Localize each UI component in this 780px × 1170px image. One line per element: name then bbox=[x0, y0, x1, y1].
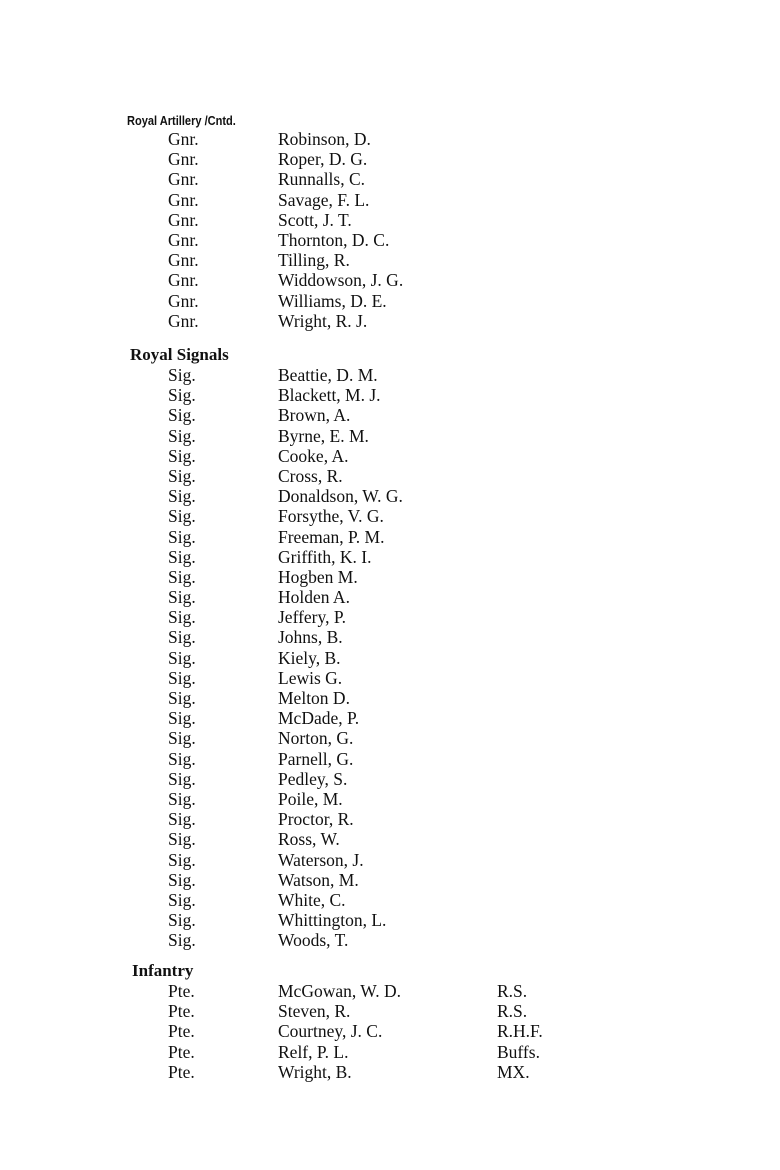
rank-label: Sig. bbox=[168, 445, 196, 466]
person-name: Wright, R. J. bbox=[278, 310, 368, 331]
section-heading-royal-signals: Royal Signals bbox=[130, 345, 229, 364]
person-name: Roper, D. G. bbox=[278, 149, 368, 170]
person-name: Runnalls, C. bbox=[278, 169, 366, 190]
rank-label: Gnr. bbox=[168, 189, 199, 210]
unit-label: R.S. bbox=[497, 1001, 528, 1022]
list-item bbox=[0, 728, 780, 748]
list-item bbox=[0, 385, 780, 405]
list-item bbox=[0, 527, 780, 547]
person-name: Savage, F. L. bbox=[278, 189, 370, 210]
list-item bbox=[0, 688, 780, 708]
list-item bbox=[0, 567, 780, 587]
rank-label: Sig. bbox=[168, 607, 196, 628]
person-name: Donaldson, W. G. bbox=[278, 486, 403, 507]
rank-label: Gnr. bbox=[168, 270, 199, 291]
rank-label: Pte. bbox=[168, 1021, 195, 1042]
signals-list bbox=[0, 365, 780, 950]
rank-label: Pte. bbox=[168, 1041, 195, 1062]
person-name: Widdowson, J. G. bbox=[278, 270, 404, 291]
list-item bbox=[0, 1062, 780, 1082]
rank-label: Sig. bbox=[168, 728, 196, 749]
rank-label: Sig. bbox=[168, 425, 196, 446]
list-item bbox=[0, 547, 780, 567]
person-name: Holden A. bbox=[278, 587, 350, 608]
list-item bbox=[0, 627, 780, 647]
person-name: Relf, P. L. bbox=[278, 1041, 349, 1062]
rank-label: Sig. bbox=[168, 708, 196, 729]
person-name: Jeffery, P. bbox=[278, 607, 347, 628]
rank-label: Sig. bbox=[168, 526, 196, 547]
list-item bbox=[0, 910, 780, 930]
rank-label: Sig. bbox=[168, 910, 196, 931]
rank-label: Gnr. bbox=[168, 149, 199, 170]
rank-label: Sig. bbox=[168, 405, 196, 426]
person-name: McGowan, W. D. bbox=[278, 981, 401, 1001]
list-item bbox=[0, 850, 780, 870]
list-item bbox=[0, 466, 780, 486]
list-item bbox=[0, 829, 780, 849]
list-item bbox=[0, 789, 780, 809]
rank-label: Pte. bbox=[168, 1001, 195, 1022]
list-item bbox=[0, 190, 780, 210]
unit-label: MX. bbox=[497, 1061, 530, 1082]
rank-label: Sig. bbox=[168, 809, 196, 830]
rank-label: Gnr. bbox=[168, 229, 199, 250]
list-item bbox=[0, 486, 780, 506]
list-item bbox=[0, 169, 780, 189]
list-item bbox=[0, 930, 780, 950]
person-name: Scott, J. T. bbox=[278, 209, 352, 230]
rank-label: Sig. bbox=[168, 889, 196, 910]
rank-label: Sig. bbox=[168, 385, 196, 406]
list-item bbox=[0, 981, 780, 1001]
rank-label: Gnr. bbox=[168, 250, 199, 271]
artillery-list bbox=[0, 129, 780, 331]
rank-label: Sig. bbox=[168, 748, 196, 769]
section-heading-royal-artillery: Royal Artillery /Cntd. bbox=[127, 113, 236, 128]
person-name: Byrne, E. M. bbox=[278, 425, 369, 446]
person-name: Courtney, J. C. bbox=[278, 1021, 383, 1042]
person-name: Griffith, K. I. bbox=[278, 546, 372, 567]
rank-label: Sig. bbox=[168, 566, 196, 587]
list-item bbox=[0, 648, 780, 668]
list-item bbox=[0, 129, 780, 149]
rank-label: Sig. bbox=[168, 829, 196, 850]
list-item bbox=[0, 890, 780, 910]
infantry-list bbox=[0, 981, 780, 1082]
list-item bbox=[0, 1021, 780, 1041]
list-item bbox=[0, 250, 780, 270]
unit-label: R.S. bbox=[497, 981, 528, 1001]
person-name: Watson, M. bbox=[278, 869, 359, 890]
rank-label: Gnr. bbox=[168, 209, 199, 230]
list-item bbox=[0, 708, 780, 728]
rank-label: Gnr. bbox=[168, 310, 199, 331]
person-name: McDade, P. bbox=[278, 708, 360, 729]
person-name: Wright, B. bbox=[278, 1061, 352, 1082]
person-name: Melton D. bbox=[278, 688, 350, 708]
person-name: Ross, W. bbox=[278, 829, 340, 850]
rank-label: Pte. bbox=[168, 1061, 195, 1082]
unit-label: R.H.F. bbox=[497, 1021, 543, 1042]
person-name: Tilling, R. bbox=[278, 250, 350, 271]
rank-label: Sig. bbox=[168, 788, 196, 809]
rank-label: Sig. bbox=[168, 930, 196, 951]
section-heading-infantry: Infantry bbox=[132, 961, 194, 980]
list-item bbox=[0, 587, 780, 607]
person-name: White, C. bbox=[278, 889, 346, 910]
rank-label: Sig. bbox=[168, 667, 196, 688]
rank-label: Sig. bbox=[168, 465, 196, 486]
person-name: Norton, G. bbox=[278, 728, 354, 749]
person-name: Poile, M. bbox=[278, 788, 343, 809]
person-name: Williams, D. E. bbox=[278, 290, 387, 311]
rank-label: Sig. bbox=[168, 688, 196, 708]
rank-label: Sig. bbox=[168, 587, 196, 608]
person-name: Brown, A. bbox=[278, 405, 351, 426]
rank-label: Sig. bbox=[168, 506, 196, 527]
rank-label: Sig. bbox=[168, 869, 196, 890]
rank-label: Sig. bbox=[168, 647, 196, 668]
person-name: Lewis G. bbox=[278, 667, 343, 688]
person-name: Woods, T. bbox=[278, 930, 349, 951]
person-name: Robinson, D. bbox=[278, 129, 371, 149]
rank-label: Gnr. bbox=[168, 129, 199, 149]
person-name: Proctor, R. bbox=[278, 809, 354, 830]
list-item bbox=[0, 210, 780, 230]
list-item bbox=[0, 1042, 780, 1062]
person-name: Steven, R. bbox=[278, 1001, 351, 1022]
person-name: Whittington, L. bbox=[278, 910, 387, 931]
rank-label: Sig. bbox=[168, 627, 196, 648]
person-name: Blackett, M. J. bbox=[278, 385, 381, 406]
person-name: Cooke, A. bbox=[278, 445, 349, 466]
rank-label: Sig. bbox=[168, 365, 196, 385]
person-name: Forsythe, V. G. bbox=[278, 506, 384, 527]
person-name: Hogben M. bbox=[278, 566, 358, 587]
rank-label: Gnr. bbox=[168, 290, 199, 311]
unit-label: Buffs. bbox=[497, 1041, 540, 1062]
rank-label: Sig. bbox=[168, 546, 196, 567]
person-name: Pedley, S. bbox=[278, 768, 348, 789]
list-item bbox=[0, 809, 780, 829]
person-name: Thornton, D. C. bbox=[278, 229, 390, 250]
person-name: Kiely, B. bbox=[278, 647, 341, 668]
rank-label: Pte. bbox=[168, 981, 195, 1001]
list-item bbox=[0, 291, 780, 311]
list-item bbox=[0, 506, 780, 526]
list-item bbox=[0, 446, 780, 466]
person-name: Waterson, J. bbox=[278, 849, 364, 870]
list-item bbox=[0, 365, 780, 385]
rank-label: Sig. bbox=[168, 849, 196, 870]
person-name: Johns, B. bbox=[278, 627, 343, 648]
list-item bbox=[0, 149, 780, 169]
list-item bbox=[0, 270, 780, 290]
person-name: Beattie, D. M. bbox=[278, 365, 378, 385]
list-item bbox=[0, 1001, 780, 1021]
person-name: Cross, R. bbox=[278, 465, 343, 486]
rank-label: Sig. bbox=[168, 768, 196, 789]
rank-label: Gnr. bbox=[168, 169, 199, 190]
list-item bbox=[0, 426, 780, 446]
list-item bbox=[0, 749, 780, 769]
list-item bbox=[0, 668, 780, 688]
person-name: Freeman, P. M. bbox=[278, 526, 385, 547]
rank-label: Sig. bbox=[168, 486, 196, 507]
list-item bbox=[0, 230, 780, 250]
list-item bbox=[0, 405, 780, 425]
list-item bbox=[0, 769, 780, 789]
list-item bbox=[0, 311, 780, 331]
person-name: Parnell, G. bbox=[278, 748, 354, 769]
list-item bbox=[0, 607, 780, 627]
list-item bbox=[0, 870, 780, 890]
